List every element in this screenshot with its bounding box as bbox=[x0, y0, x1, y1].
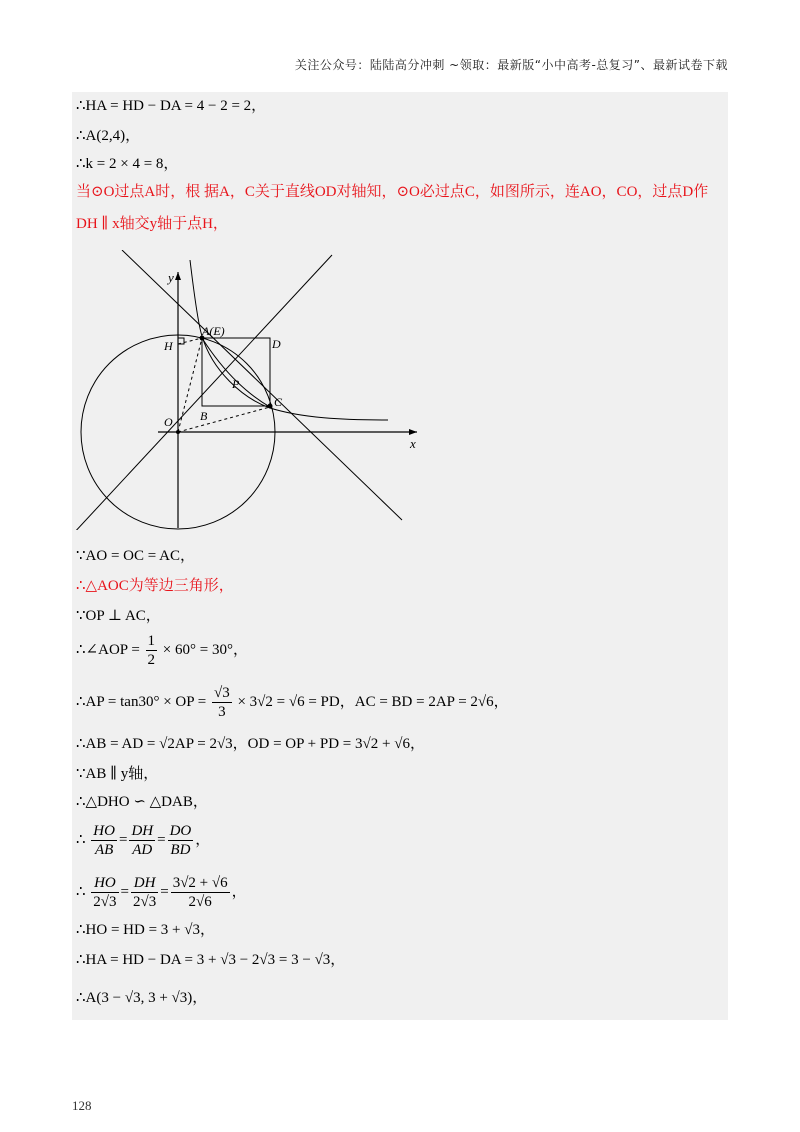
line-15: ∴ $\frac{HO}{2√3}$ = $\frac{DH}{2√3}$ = $\frac{3√2 + √6}{2√6}$ ， bbox=[76, 875, 247, 910]
fraction-half bbox=[146, 632, 158, 669]
fraction-den: BD bbox=[170, 842, 191, 858]
line-10 bbox=[76, 684, 509, 721]
fraction-num: HO bbox=[93, 823, 115, 839]
fraction-dh-ad bbox=[129, 822, 155, 859]
line-9-b: × 60° = 30°， bbox=[162, 641, 248, 658]
page-number: 128 bbox=[72, 1098, 92, 1113]
fraction-ho-2sqrt3 bbox=[91, 874, 118, 911]
line-12: ∵AB ∥ y轴， bbox=[76, 766, 159, 782]
line-10-a: ∴AP = tan30° × OP = bbox=[76, 693, 207, 710]
line-14: ∴ $\frac{HO}{AB}$ = $\frac{DH}{AD}$ = $\frac{DO}{BD}$ ， bbox=[76, 823, 211, 858]
label-ae: A(E) bbox=[202, 324, 225, 338]
line-16: ∴HO = HD = 3 + √3， bbox=[76, 922, 215, 938]
right-angle-h bbox=[178, 338, 184, 344]
x-axis-arrow bbox=[409, 429, 417, 435]
solution-content bbox=[72, 92, 728, 1020]
fraction-sqrt3-3 bbox=[212, 684, 232, 721]
line-7: ∴△AOC为等边三角形， bbox=[76, 578, 234, 594]
line-11: ∴AB = AD = √2AP = 2√3，OD = OP + PD = 3√2 + √6， bbox=[76, 736, 425, 752]
page-header: 关注公众号：陆陆高分冲刺 ~领取：最新版“小中高考-总复习”、最新试卷下载 bbox=[294, 58, 728, 72]
fraction-den: 3 bbox=[218, 704, 226, 720]
line-2: ∴A(2,4)， bbox=[76, 128, 141, 144]
line-3: ∴k = 2 × 4 = 8， bbox=[76, 156, 179, 172]
label-d: D bbox=[272, 337, 281, 351]
hyperbola bbox=[190, 260, 388, 420]
line-6: ∵AO = OC = AC， bbox=[76, 548, 195, 564]
dashed-oc bbox=[178, 407, 270, 432]
point-o bbox=[176, 430, 180, 434]
fraction-num: DO bbox=[169, 823, 192, 839]
label-x: x bbox=[410, 436, 416, 451]
fraction-den: 2 bbox=[147, 652, 156, 668]
line-9 bbox=[76, 632, 248, 669]
line-10-b: × 3√2 = √6 = PD，AC = BD = 2AP = 2√6， bbox=[237, 693, 509, 710]
fraction-num: DH bbox=[131, 874, 158, 893]
fraction-num: 3√2 + √6 bbox=[172, 875, 228, 891]
fraction-den: 2√6 bbox=[188, 894, 212, 910]
fraction-den: 2√3 bbox=[93, 894, 117, 910]
fraction-den: AD bbox=[132, 842, 153, 858]
label-b: B bbox=[200, 409, 208, 423]
geometry-figure bbox=[72, 250, 432, 530]
fraction-num: DH bbox=[131, 823, 154, 839]
fraction-num: √3 bbox=[213, 685, 230, 701]
arc-ac bbox=[202, 338, 270, 407]
y-axis-arrow bbox=[175, 272, 181, 280]
line-14-prefix: ∴ bbox=[76, 831, 86, 848]
line-15-prefix: ∴ bbox=[76, 883, 86, 900]
fraction-dh-2sqrt3 bbox=[131, 874, 158, 911]
line-18: ∴A(3 − √3, 3 + √3)， bbox=[76, 990, 208, 1006]
fraction-num: HO bbox=[91, 874, 118, 893]
fraction-den: AB bbox=[94, 842, 114, 858]
line-9-a: ∴∠AOP = bbox=[76, 641, 140, 658]
dashed-ha bbox=[178, 338, 202, 344]
fraction-do-bd bbox=[168, 822, 194, 859]
square-abcd bbox=[202, 338, 270, 406]
label-o: O bbox=[164, 415, 173, 429]
line-5: DH ∥ x轴交y轴于点H， bbox=[76, 216, 228, 232]
dashed-oa bbox=[178, 338, 202, 432]
label-h: H bbox=[164, 339, 173, 353]
line-1: ∴HA = HD − DA = 4 − 2 = 2， bbox=[76, 98, 267, 114]
line-4: 当⊙O过点A时，根 据A，C关于直线OD对轴知，⊙O必过点C，如图所示，连AO，CO，过点D作 bbox=[76, 184, 709, 200]
fraction-den: 2√3 bbox=[133, 894, 157, 910]
label-y: y bbox=[168, 270, 174, 285]
fraction-od-bd bbox=[171, 874, 230, 911]
fraction-num: 1 bbox=[147, 633, 156, 649]
fraction-ho-ab bbox=[91, 822, 117, 859]
line-8: ∵OP ⊥ AC， bbox=[76, 608, 161, 624]
line-17: ∴HA = HD − DA = 3 + √3 − 2√3 = 3 − √3， bbox=[76, 952, 346, 968]
line-13: ∴△DHO ∽ △DAB， bbox=[76, 794, 208, 810]
label-c: C bbox=[274, 395, 283, 409]
point-c bbox=[268, 404, 273, 409]
label-p: P bbox=[232, 377, 240, 391]
